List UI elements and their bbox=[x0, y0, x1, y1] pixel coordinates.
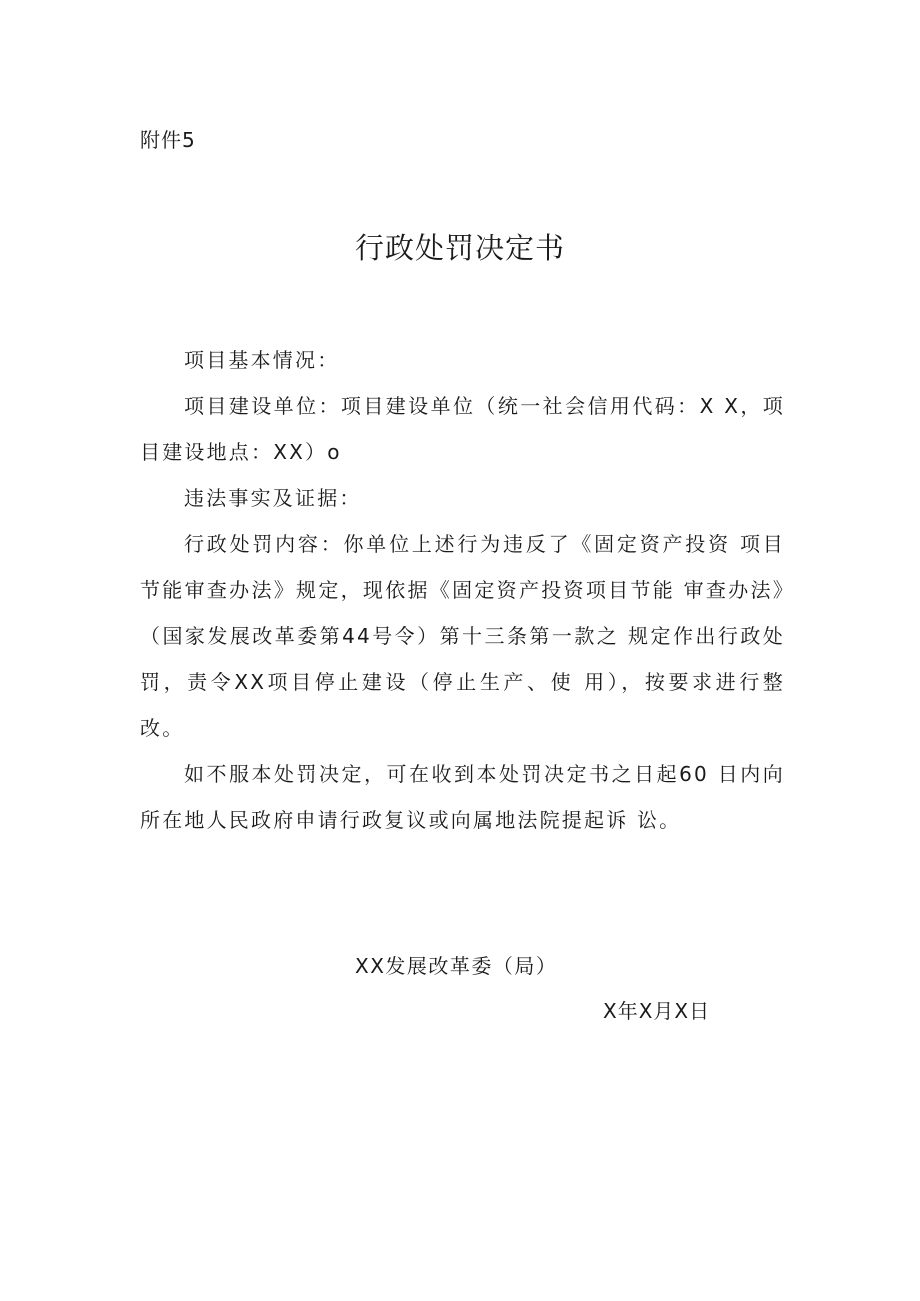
paragraph-facts: 违法事实及证据： bbox=[184, 486, 362, 510]
paragraph-penalty: 行政处罚内容：你单位上述行为违反了《固定资产投资 项目节能审查办法》规定，现依据《固定资产投资项目节能 审查办法》（国家发展改革委第44号令）第十三条第一款之 规定作出行政处罚，责令XX项目停止建设（停止生产、使 用），按要求进行整改。 bbox=[140, 532, 785, 740]
document-body bbox=[140, 337, 785, 843]
document-title: 行政处罚决定书 bbox=[354, 231, 565, 265]
issuing-authority: XX发展改革委（局） bbox=[355, 954, 558, 978]
paragraph-appeal: 如不服本处罚决定，可在收到本处罚决定书之日起60 日内向所在地人民政府申请行政复议或向属地法院提起诉 讼。 bbox=[140, 762, 785, 832]
attachment-label: 附件5 bbox=[140, 128, 196, 152]
paragraph-construction-unit: 项目建设单位：项目建设单位（统一社会信用代码：X X，项目建设地点：XX）o bbox=[140, 394, 785, 464]
issue-date: X年X月X日 bbox=[603, 999, 711, 1023]
paragraph-basic-info: 项目基本情况： bbox=[184, 348, 340, 372]
